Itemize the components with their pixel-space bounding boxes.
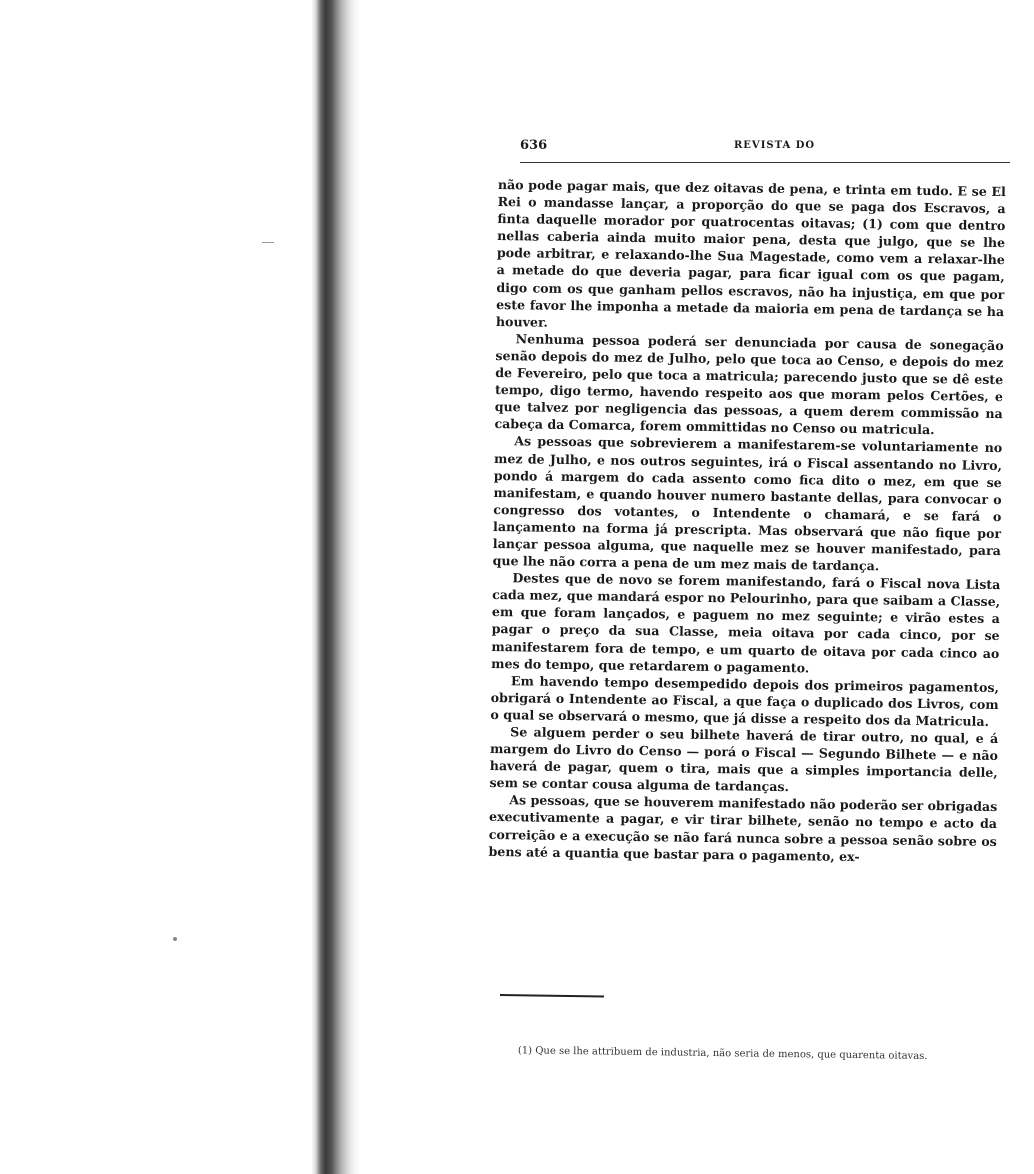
header-rule — [520, 162, 1010, 163]
page-header — [520, 138, 990, 160]
footnote-text: (1) Que se lhe attribuem de industria, não seria de menos, que quarenta oitavas. — [517, 1045, 928, 1063]
paragraph: As pessoas, que se houverem manifestado não poderão ser obrigadas executivamente a pagar, e vir tirar bilhete, senão no tempo e acto da correição e a execução se não fará nunca sobre a pessoa senão sobre os bens até a quantia que bastar para o pagamento, ex- — [488, 792, 998, 864]
paragraph: não pode pagar mais, que dez oitavas de pena, e trinta em tudo. E se El Rei o mandasse lançar, a proporção do que se paga dos Escravos, a finta daquelle morador por quatrocentas oitavas; (1) com que dentro nellas caberia ainda muito maior pena, desta que julgo, que se lhe pode arbitrar, e relaxando-lhe Sua Magestade, como vem a relaxar-lhe a metade do que deveria pagar, para ficar igual com os que pagam, digo com os que ganham pellos escravos, não ha injustiça, em que por este favor lhe imponha a metade da maioria em pena de tardança se ha houver. — [495, 176, 1006, 330]
paragraph: Se alguem perder o seu bilhete haverá de tirar outro, no qual, e á margem do Livro do Censo — porá o Fiscal — Segundo Bilhete — e não haverá de pagar, quem o tira, mais que a simples importancia delle, sem se contar cousa alguma de tardanças. — [489, 724, 999, 795]
footnote-rule — [500, 994, 604, 997]
paragraph: Nenhuma pessoa poderá ser denunciada por causa de sonegação senão depois do mez de Julho, pelo que toca ao Censo, e depois do mez de Fevereiro, pelo que toca a matricula; parecendo justo que se dê este tempo, digo termo, havendo respeito aos que moram pelos Certões, e que talvez por negligencia das pessoas, a quem derem commissão na cabeça da Comarca, forem ommittidas no Censo ou matricula. — [494, 331, 1004, 438]
page-number: 636 — [520, 138, 548, 153]
paragraph: As pessoas que sobrevierem a manifestarem-se voluntariamente no mez de Julho, e nos outros seguintes, irá o Fiscal assentando no Livro, pondo á margem do cada assento como fica dito o mez, em que se manifestam, e quando houver numero bastante dellas, para convocar o congresso dos votantes, o Intendente o chamará, e se fará o lançamento na forma já prescripta. Mas observará que não fique por lançar pessoa alguma, que naquelle mez se houver manifestado, para que lhe não corra a pena de um mez mais de tardança. — [492, 433, 1003, 574]
blank-left-page — [0, 0, 315, 1174]
right-page — [360, 0, 1034, 1174]
book-gutter-shadow — [312, 0, 360, 1174]
paragraph: Destes que de novo se forem manifestando, fará o Fiscal nova Lista cada mez, que mandará espor no Pelourinho, para que saibam a Classe, em que foram lançados, e paguem no mez seguinte; e virão estes a pagar o preço da sua Classe, meia oitava por cada cinco, por se manifestarem fora de tempo, e um quarto de oitava por cada cinco ao mes do tempo, que retardarem o pagamento. — [491, 570, 1001, 676]
running-title: REVISTA DO — [734, 140, 816, 151]
stray-dot — [173, 937, 177, 941]
footnote — [496, 1044, 1004, 1064]
stray-mark — [262, 242, 274, 243]
paragraph: Em havendo tempo desempedido depois dos primeiros pagamentos, obrigará o Intendente ao Fiscal, a que faça o duplicado dos Livros, com o qual se observará o mesmo, que já disse a respeito dos da Matricula. — [490, 672, 1000, 729]
body-text — [488, 176, 1005, 867]
